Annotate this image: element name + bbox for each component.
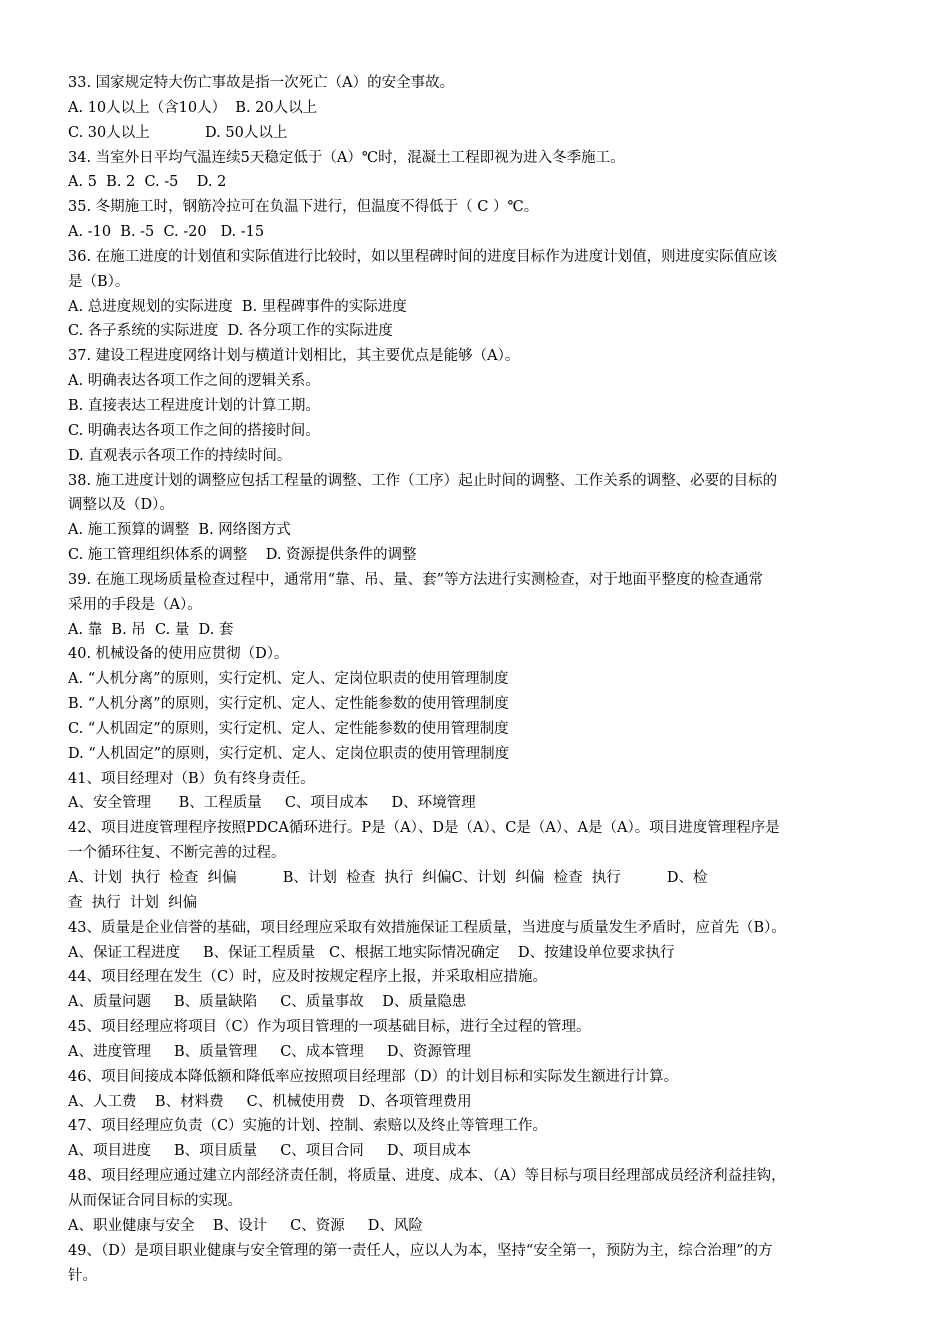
option-37-b: B. 直接表达工程进度计划的计算工期。	[68, 397, 320, 414]
question-49: 49、（D）是项目职业健康与安全管理的第一责任人，应以人为本，坚持“安全第一，预防为主，综合治理”的方	[68, 1242, 773, 1259]
option-40-b: B. “人机分离”的原则，实行定机、定人、定性能参数的使用管理制度	[68, 696, 509, 713]
options-38-ab: A. 施工预算的调整 B. 网络图方式	[68, 522, 291, 539]
option-40-d: D. “人机固定”的原则，实行定机、定人、定岗位职责的使用管理制度	[68, 745, 510, 762]
options-36-ab: A. 总进度规划的实际进度 B. 里程碑事件的实际进度	[68, 298, 407, 315]
options-45: A、进度管理 B、质量管理 C、成本管理 D、资源管理	[68, 1043, 471, 1060]
question-38-cont: 调整以及（D）。	[68, 497, 174, 514]
options-42: A、计划 执行 检查 纠偏 B、计划 检查 执行 纠偏C、计划 纠偏 检查 执行 D、检	[68, 870, 708, 886]
options-33-cd: C. 30人以上 D. 50人以上	[68, 124, 288, 141]
question-48-cont: 从而保证合同目标的实现。	[68, 1192, 242, 1209]
options-42-cont: 查 执行 计划 纠偏	[68, 894, 198, 911]
options-41: A、安全管理 B、工程质量 C、项目成本 D、环境管理	[68, 795, 476, 812]
options-36-cd: C. 各子系统的实际进度 D. 各分项工作的实际进度	[68, 323, 393, 340]
question-44: 44、项目经理在发生（C）时，应及时按规定程序上报，并采取相应措施。	[68, 969, 548, 986]
option-37-a: A. 明确表达各项工作之间的逻辑关系。	[68, 373, 320, 390]
question-39: 39. 在施工现场质量检查过程中，通常用“靠、吊、量、套”等方法进行实测检查，对于地面平整度的检查通常	[68, 571, 763, 588]
question-33: 33. 国家规定特大伤亡事故是指一次死亡（A）的安全事故。	[68, 75, 455, 91]
question-36-cont: 是（B）。	[68, 273, 130, 290]
question-36: 36. 在施工进度的计划值和实际值进行比较时，如以里程碑时间的进度目标作为进度计划值，则进度实际值应该	[68, 248, 778, 265]
option-40-a: A. “人机分离”的原则，实行定机、定人、定岗位职责的使用管理制度	[68, 671, 509, 688]
options-44: A、质量问题 B、质量缺陷 C、质量事故 D、质量隐患	[68, 994, 467, 1011]
options-47: A、项目进度 B、项目质量 C、项目合同 D、项目成本	[68, 1143, 471, 1160]
question-41: 41、项目经理对（B）负有终身责任。	[68, 770, 315, 787]
question-42-cont: 一个循环往复、不断完善的过程。	[68, 845, 286, 862]
question-42: 42、项目进度管理程序按照PDCA循环进行。P是（A）、D是（A）、C是（A）、A是（A）。项目进度管理程序是	[68, 820, 780, 837]
options-43: A、保证工程进度 B、保证工程质量 C、根据工地实际情况确定 D、按建设单位要求执行	[68, 944, 675, 961]
option-37-d: D. 直观表示各项工作的持续时间。	[68, 447, 292, 464]
question-34: 34. 当室外日平均气温连续5天稳定低于（A）℃时，混凝土工程即视为进入冬季施工。	[68, 149, 625, 166]
options-33-ab: A. 10人以上（含10人） B. 20人以上	[68, 99, 318, 116]
question-39-cont: 采用的手段是（A）。	[68, 596, 202, 613]
question-37: 37. 建设工程进度网络计划与横道计划相比，其主要优点是能够（A）。	[68, 348, 520, 365]
options-38-cd: C. 施工管理组织体系的调整 D. 资源提供条件的调整	[68, 547, 417, 564]
options-35: A. -10 B. -5 C. -20 D. -15	[68, 224, 265, 241]
question-49-cont: 针。	[68, 1267, 97, 1284]
option-40-c: C. “人机固定”的原则，实行定机、定人、定性能参数的使用管理制度	[68, 720, 509, 737]
question-40: 40. 机械设备的使用应贯彻（D）。	[68, 646, 289, 663]
options-46: A、人工费 B、材料费 C、机械使用费 D、各项管理费用	[68, 1093, 472, 1110]
options-48: A、职业健康与安全 B、设计 C、资源 D、风险	[68, 1217, 423, 1234]
options-34: A. 5 B. 2 C. -5 D. 2	[68, 174, 227, 191]
question-45: 45、项目经理应将项目（C）作为项目管理的一项基础目标，进行全过程的管理。	[68, 1019, 591, 1036]
question-46: 46、项目间接成本降低额和降低率应按照项目经理部（D）的计划目标和实际发生额进行计算。	[68, 1068, 679, 1085]
question-48: 48、项目经理应通过建立内部经济责任制，将质量、进度、成本、（A）等目标与项目经理部成员经济利益挂钩，	[68, 1168, 786, 1185]
question-47: 47、项目经理应负责（C）实施的计划、控制、索赔以及终止等管理工作。	[68, 1118, 548, 1135]
option-37-c: C. 明确表达各项工作之间的搭接时间。	[68, 422, 320, 439]
question-43: 43、质量是企业信誉的基础，项目经理应采取有效措施保证工程质量，当进度与质量发生矛盾时，应首先（B）。	[68, 919, 786, 936]
question-35: 35. 冬期施工时，钢筋冷拉可在负温下进行，但温度不得低于（ C ）℃。	[68, 199, 539, 216]
question-38: 38. 施工进度计划的调整应包括工程量的调整、工作（工序）起止时间的调整、工作关系的调整、必要的目标的	[68, 472, 778, 489]
options-39: A. 靠 B. 吊 C. 量 D. 套	[68, 621, 234, 638]
